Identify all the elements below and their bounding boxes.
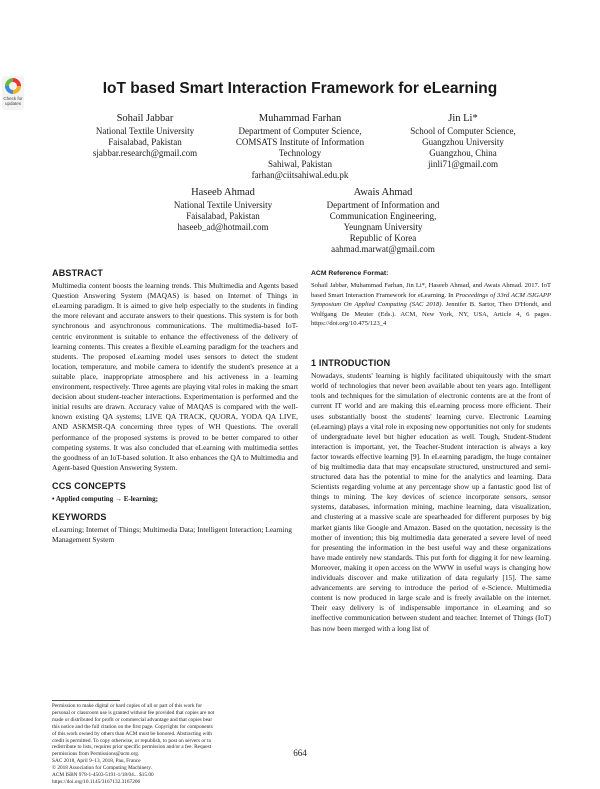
right-column [311, 269, 551, 634]
author-block-3 [378, 112, 548, 170]
footnote-line: credit is permitted. To copy otherwise, or republish, to post on servers or to [52, 737, 212, 744]
keywords-text: eLearning; Internet of Things; Multimedia Data; Intelligent Interaction; Learning Management System [52, 525, 292, 545]
author-affiliation: COMSATS Institute of Information [235, 137, 365, 147]
permission-footnote [52, 703, 298, 786]
author-block-4 [138, 186, 308, 233]
author-affiliation: School of Computer Science, [410, 126, 516, 136]
ccs-heading: CCS CONCEPTS [52, 480, 126, 491]
footnote-line: Permission to make digital or hard copies of all or part of this work for [52, 703, 203, 709]
paper-title: IoT based Smart Interaction Framework for eLearning [102, 80, 498, 97]
footnote-line: SAC 2018, April 9–13, 2018, Pau, France [52, 758, 141, 765]
left-column [52, 268, 298, 545]
footnote-line: made or distributed for profit or commercial advantage and that copies bear [52, 716, 213, 723]
author-name: Awais Ahmad [353, 187, 413, 198]
author-block-5 [298, 186, 468, 255]
author-block-2 [215, 112, 385, 181]
author-affiliation: Faisalabad, Pakistan [186, 211, 260, 221]
author-affiliation: Communication Engineering, [329, 211, 437, 221]
reference-text-plain: Sohail Jabbar, Muhammad Farhan, Jin Li*, Haseeb Ahmad, and Awais Ahmad. 2017. IoT based Smart Interaction Framework for eLearning. In [311, 282, 551, 299]
footnote-line: permissions from Permissions@acm.org. [52, 751, 140, 758]
footnote-rule [52, 700, 120, 701]
author-affiliation: Guangzhou University [422, 137, 504, 147]
footnote-line: https://doi.org/10.1145/3167132.3167206 [52, 778, 141, 785]
reference-text [311, 281, 551, 329]
author-block-1 [60, 112, 230, 159]
author-name: Haseeb Ahmad [191, 187, 255, 198]
abstract-text: Multimedia content boosts the learning trends. This Multimedia and Agents based Question Answering System (MAQAS) is based on Internet of Things in eLearning paradigm. It is aimed to give help especially to the students in finding the more relevant and accurate answers to their questions. This system is for both synchronous and asynchronous communications. The multimedia-based IoT-centric environment is suitable to enhance the effectiveness of the delivery of learning contents. This creates a flexible eLearning paradigm for the teachers and students. The proposed eLearning model uses sensors to detect the student location, temperature, and mobile camera to identify the student's presence at a suitable place, inappropriate atmosphere and his activeness in a learning environment, respectively. Three agents are playing vital roles in making the smart decision about student-teacher interactions. Experimentation is performed and the initial results are drawn. Accuracy value of MAQAS is compared with the well-known existing QA systems; LIVE QA TRACK, QUORA, YODA QA LIVE, AND ASKMSR-QA concerning three types of WH Questions. The overall performance of the proposed systems is proved to be better compared to other competing systems. It was also concluded that eLearning with multimedia settles the goodness of an IoT-based solution. It also enhances the QA to Multimedia and Agent-based Question Answering System. [52, 281, 298, 472]
page-number: 664 [293, 748, 307, 758]
footnote-line: this notice and the full citation on the first page. Copyrights for components [52, 723, 213, 730]
author-email: haseeb_ad@hotmail.com [177, 222, 269, 232]
footnote-line: ACM ISBN 978-1-4503-5191-1/18/04... $15.00 [52, 772, 154, 779]
author-email: jinli71@gmail.com [427, 159, 499, 169]
reference-text-italic: Proceedings of 33rd ACM /SIGAPP Symposium On Applied Computing (SAC 2018) [311, 291, 552, 309]
author-affiliation: Sahiwal, Pakistan [268, 159, 332, 169]
badge-label: Check for updates [3, 96, 23, 106]
author-affiliation: Yeungnam University [343, 222, 423, 232]
author-affiliation: Faisalabad, Pakistan [108, 137, 182, 147]
author-affiliation: National Textile University [95, 126, 195, 136]
reference-text-end: . Jennifer B. Sartor, Theo D'Hondt, and Wolfgang De Meuter (Eds.). ACM, New York, NY, USA, Article 4, 6 pages. https://doi.org/10.475/123_4 [311, 301, 551, 328]
footnote-line: © 2018 Association for Computing Machinery. [52, 765, 152, 772]
author-email: farhan@ciitsahiwal.edu.pk [251, 170, 349, 180]
introduction-heading: 1 INTRODUCTION [311, 358, 391, 369]
author-email: aahmad.marwat@gmail.com [331, 244, 435, 254]
author-name: Jin Li* [448, 113, 478, 124]
author-name: Muhammad Farhan [258, 113, 342, 124]
footnote-line: redistribute to lists, requires prior specific permission and/or a fee. Request [52, 744, 212, 751]
author-affiliation: National Textile University [173, 200, 273, 210]
author-affiliation: Guangzhou, China [429, 148, 497, 158]
reference-heading: ACM Reference Format: [311, 270, 389, 277]
author-name: Sohail Jabbar [116, 113, 174, 124]
keywords-heading: KEYWORDS [52, 512, 107, 523]
author-affiliation: Technology [278, 148, 322, 158]
introduction-text: Nowadays, students' learning is highly facilitated ubiquitously with the smart world of technologies that never been available about ten years ago. Intelligent tools and techniques for the simulation of electronic contents are at the front of current IT world and are making this eLearning process more efficient. Their uses substantially boost the students' learning curve. Electronic Learning (eLearning) plays a vital role in exposing new opportunities not only for students of undergraduate level but higher education as well. Tough, Student-Student interaction is important, yet, the Teacher-Student interaction is always a key factor towards effective learning [9]. In eLearning paradigm, the huge container of big multimedia data that may encapsulate structured, unstructured and semi-structured data has the potential to mine for the analytics and learning. Data Scientists regarding volume at any percentage show up a fantastic good list of things to mining. The key devices of science incorporate sensors, sensor systems, databases, information mining, machine learning, data visualization, and clustering at a massive scale are spearheaded for different purposes by big market giants like Google and Amazon. Based on the quotation, necessity is the mother of invention; this big multimedia data generated a severe level of need for presenting the information in the best useful way and these organizations have made entirely new standards. This put forth for digging it for new learning. Moreover, making it open access on the WWW in useful ways is changing how individuals discover and make utilization of data regularly [15]. The same advancements are serving to introduce the period of e-Science. Multimedia content is now produced in large scale and is freely available on the internet. Their easy delivery is of indispensable importance in eLearning and so ineffective communication between student and teacher. Internet of Things (IoT) has now been merged with a long list of [311, 371, 551, 633]
abstract-heading: ABSTRACT [52, 268, 104, 278]
author-affiliation: Department of Computer Science, [238, 126, 362, 136]
author-affiliation: Department of Information and [326, 200, 440, 210]
footnote-line: of this work owned by others than ACM must be honored. Abstracting with [52, 730, 212, 737]
footnote-line: personal or classroom use is granted without fee provided that copies are not [52, 709, 215, 716]
author-affiliation: Republic of Korea [349, 233, 417, 243]
author-email: sjabbar.research@gmail.com [92, 148, 198, 158]
ccs-text: • Applied computing → E-learning; [52, 494, 158, 503]
